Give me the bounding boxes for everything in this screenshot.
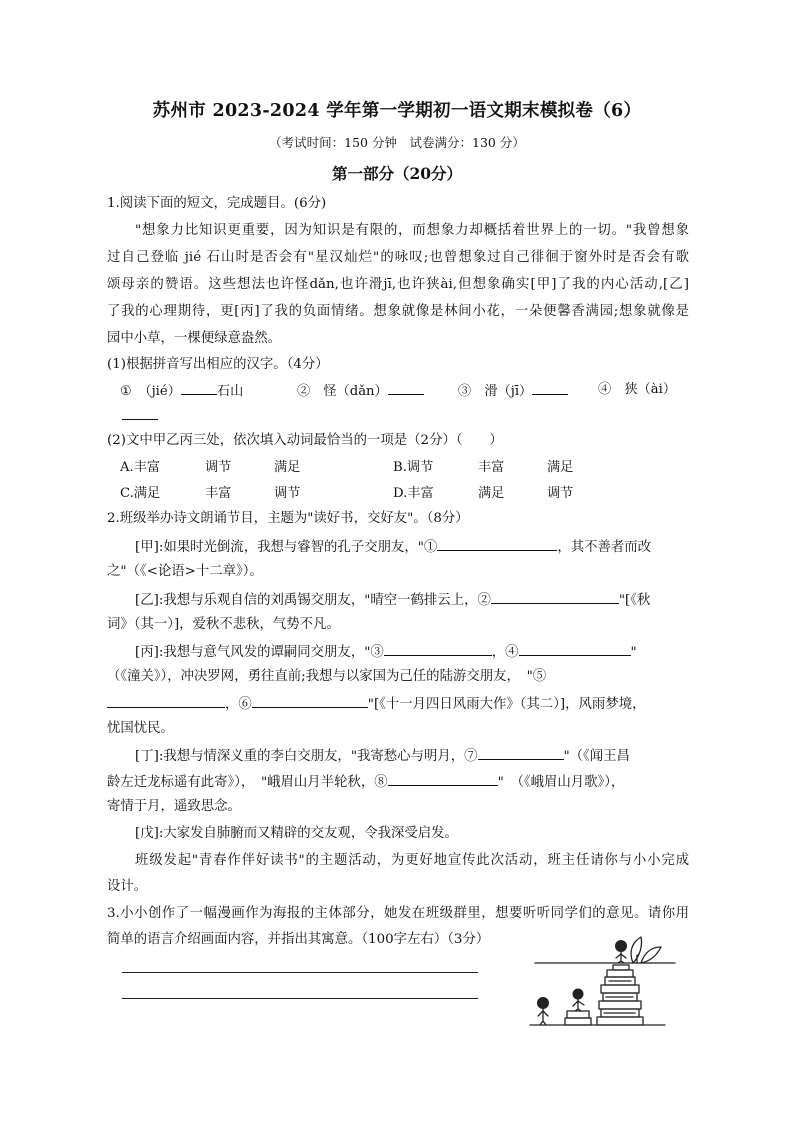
pinyin-item-1: ① （jié） 石山 [120, 381, 243, 401]
choice-c-word-2: 丰富 [205, 486, 232, 501]
q1-passage-line: 园中小草，一棵便绿意盎然。 [107, 331, 282, 346]
answer-blank[interactable] [491, 590, 619, 604]
answer-blank[interactable] [181, 381, 217, 395]
answer-blank[interactable] [478, 746, 564, 760]
choice-d[interactable]: D.丰富 [393, 486, 434, 501]
q2-jia-cont: 之"（《<论语>十二章》）。 [107, 564, 263, 579]
answer-blank[interactable] [388, 381, 424, 395]
q2-bing-cont: （《潼关》），冲决罗网，勇往直前;我想与以家国为己任的陆游交朋友， "⑤ [107, 669, 547, 684]
choice-b[interactable]: B.调节 [393, 460, 434, 475]
q2-wu: [戊]:大家发自肺腑而又精辟的交友观，令我深受启发。 [135, 826, 458, 841]
answer-blank[interactable] [388, 772, 498, 786]
q1-passage-line: 过自己登临 jié 石山时是否会有"星汉灿烂"的咏叹;也曾想象过自己徘徊于窗外时是否会有歌 [107, 250, 689, 265]
q2-after: 班级发起"青春作伴好读书"的主题活动，为更好地宣传此次活动，班主任请你与小小完成 [135, 853, 689, 868]
choice-d-word-2: 满足 [478, 486, 505, 501]
q1-sub2: (2)文中甲乙丙三处，依次填入动词最恰当的一项是（2分）（ ） [107, 433, 503, 448]
pinyin-item-4: ④ 狭（ài） [598, 382, 677, 397]
choice-b-word-2: 丰富 [478, 460, 505, 475]
choice-a-word-2: 调节 [205, 460, 232, 475]
q2-after-cont: 设计。 [107, 879, 148, 894]
q2-yi: [乙]:我想与乐观自信的刘禹锡交朋友，"晴空一鹤排云上，② "[《秋 [135, 590, 689, 610]
q1-passage-line: 了我的心理期待，更[丙]了我的负面情绪。想象就像是林间小花，一朵便馨香满园;想象就像是 [107, 304, 689, 319]
q1-passage-line: "想象力比知识更重要，因为知识是有限的，而想象力却概括着世界上的一切。"我曾想象 [135, 223, 689, 238]
cartoon-illustration [525, 925, 690, 1037]
choice-b-word-3: 满足 [547, 460, 574, 475]
choice-c[interactable]: C.满足 [120, 486, 161, 501]
choice-d-word-3: 调节 [547, 486, 574, 501]
choice-a-word-3: 满足 [274, 460, 301, 475]
q2-jia: [甲]:如果时光倒流，我想与睿智的孔子交朋友，"① ，其不善者而改 [135, 537, 689, 557]
answer-blank[interactable] [384, 642, 492, 656]
q2-ding-cont-2: 寄情于月，遥致思念。 [107, 799, 241, 814]
answer-blank[interactable] [252, 694, 368, 708]
answer-blank[interactable] [122, 406, 158, 420]
answer-blank[interactable] [437, 537, 557, 551]
q1-heading: 1.阅读下面的短文，完成题目。(6分) [107, 196, 327, 211]
answer-blank[interactable] [532, 381, 568, 395]
answer-line[interactable] [122, 998, 478, 999]
q2-ding-cont: 龄左迁龙标遥有此寄》）， "峨眉山月半轮秋，⑧ " （《峨眉山月歌》）， [107, 772, 689, 792]
q3-line-2: 简单的语言介绍画面内容，并指出其寓意。（100字左右）（3分） [107, 932, 490, 947]
answer-line[interactable] [122, 972, 478, 973]
choice-c-word-3: 调节 [274, 486, 301, 501]
q2-bing-cont-3: 忧国忧民。 [107, 721, 174, 736]
exam-info: （考试时间：150 分钟 试卷满分：130 分） [269, 135, 525, 150]
choice-a[interactable]: A.丰富 [120, 460, 161, 475]
page-title: 苏州市 2023-2024 学年第一学期初一语文期末模拟卷（6） [152, 101, 642, 121]
q2-bing: [丙]:我想与意气风发的谭嗣同交朋友，"③ ，④ " [135, 642, 689, 662]
part-heading: 第一部分（20分） [331, 164, 463, 183]
q2-bing-cont-2: ，⑥ "[《十一月四日风雨大作》（其二）]，风雨梦境， [107, 694, 689, 714]
pinyin-item-4-blank [122, 406, 158, 426]
answer-blank[interactable] [519, 642, 631, 656]
q2-ding: [丁]:我想与情深义重的李白交朋友，"我寄愁心与明月，⑦ "（《闻王昌 [135, 746, 689, 766]
answer-blank[interactable] [107, 694, 225, 708]
q2-heading: 2.班级举办诗文朗诵节目，主题为"读好书，交好友"。（8分） [107, 511, 469, 526]
pinyin-item-3: ③ 滑（jī） [458, 381, 568, 401]
q3-line-1: 3.小小创作了一幅漫画作为海报的主体部分，她发在班级群里，想要听听同学们的意见。请你用 [107, 906, 689, 921]
q2-yi-cont: 词》（其一）]，爱秋不悲秋，气势不凡。 [107, 617, 340, 632]
q1-passage-line: 颂母亲的赞语。这些想法也许怪dǎn,也许滑jī,也许狭ài,但想象确实[甲]了我的内心活动,[乙] [107, 277, 689, 292]
q1-sub1: (1)根据拼音写出相应的汉字。（4分） [107, 357, 329, 372]
pinyin-item-2: ② 怪（dǎn） [297, 381, 424, 401]
